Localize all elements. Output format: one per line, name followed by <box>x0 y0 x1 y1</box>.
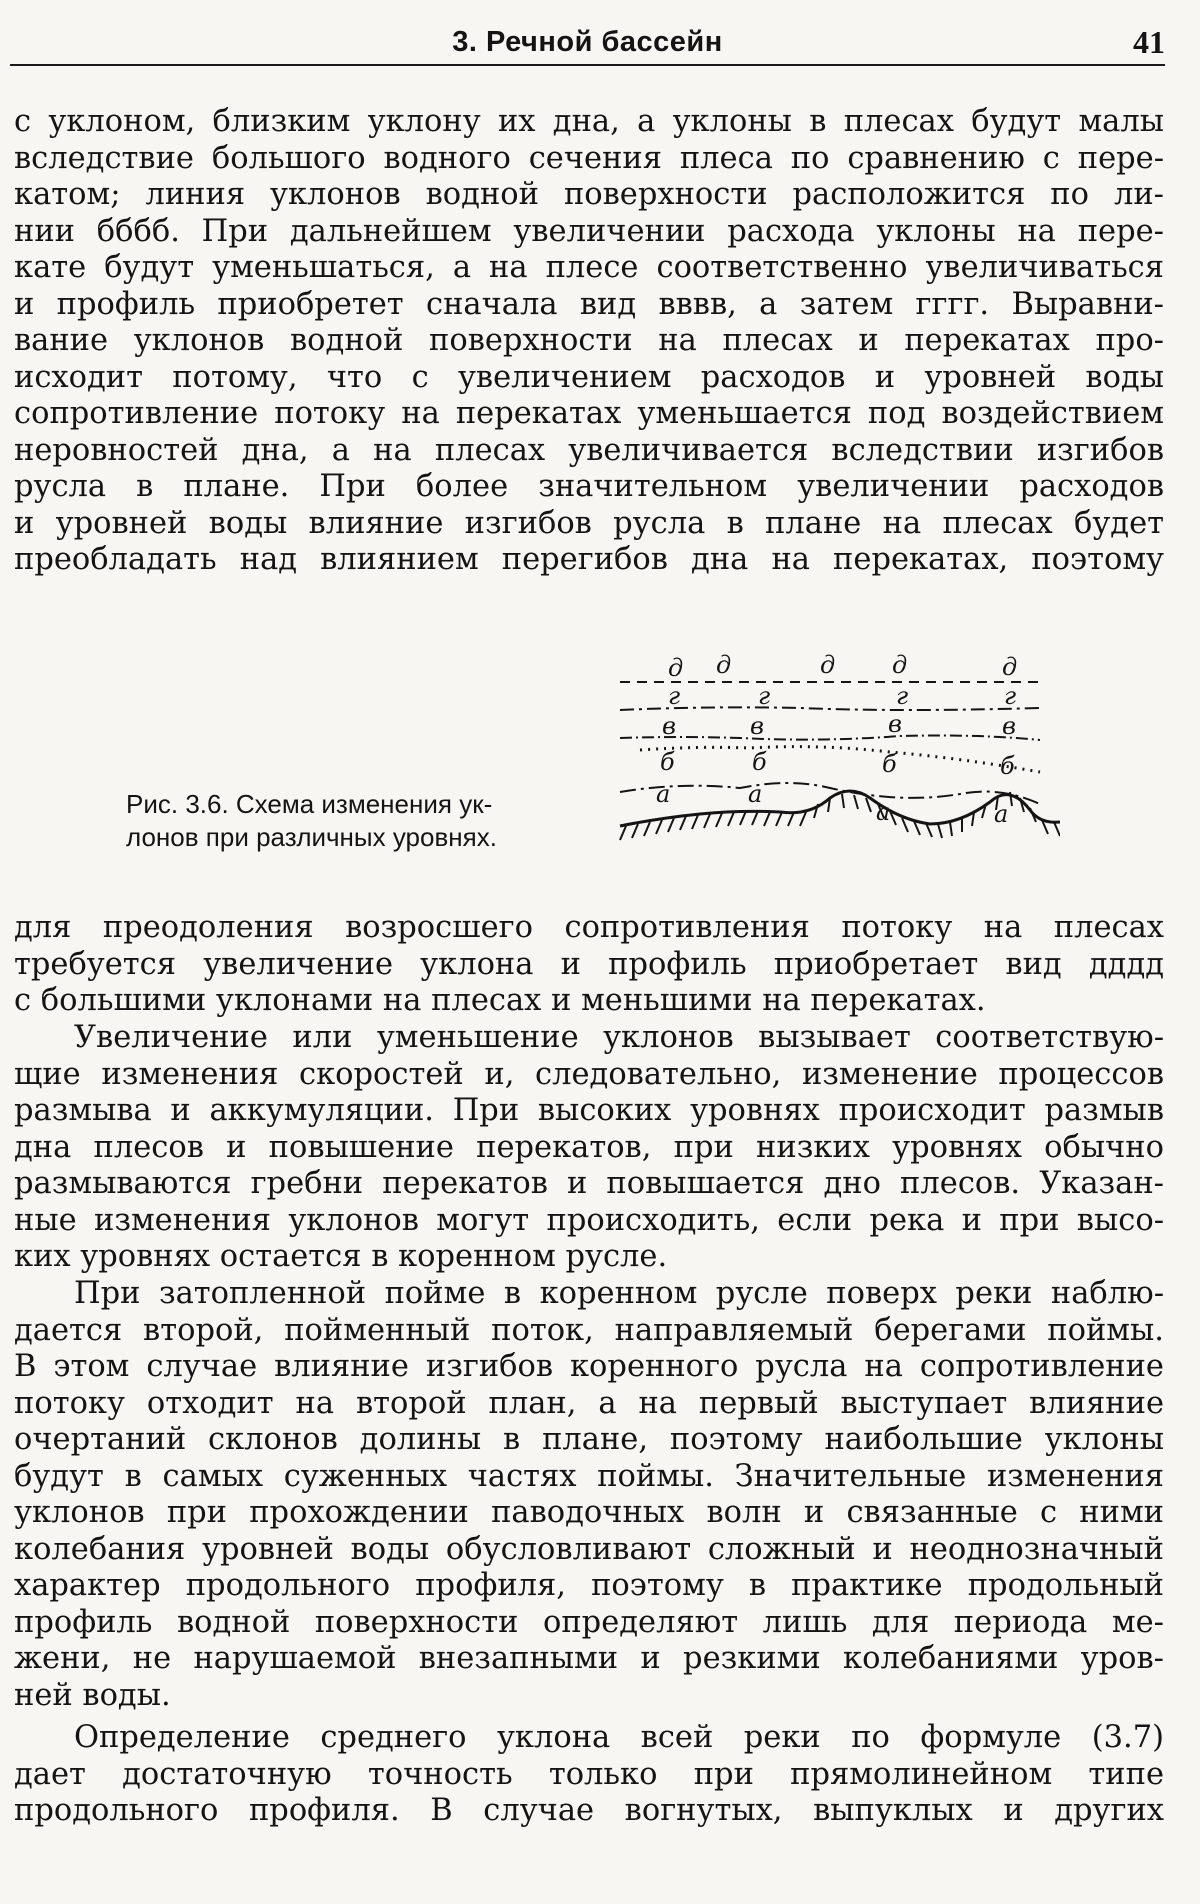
text-line: вследствие большого водного сечения плеса по сравнению с пере- <box>14 140 1164 176</box>
paragraph-5 <box>14 1720 1164 1830</box>
label-a: а <box>748 780 763 808</box>
label-a: а <box>876 798 891 826</box>
text-line: размываются гребни перекатов и повышается дно плесов. Указан- <box>14 1166 1164 1201</box>
label-v: в <box>1002 712 1016 740</box>
text-line: В этом случае влияние изгибов коренного русла на сопротивление <box>14 1349 1164 1384</box>
level-line-g <box>620 707 1040 710</box>
paragraph-3 <box>14 1020 1164 1276</box>
text-line: колебания уровней воды обусловливают сложный и неоднозначный <box>14 1531 1164 1567</box>
label-b: б <box>1000 752 1015 780</box>
text-line: нии бббб. При дальнейшем увеличении расхода уклоны на пере- <box>14 213 1164 249</box>
text-line: катом; линия уклонов водной поверхности расположится по ли- <box>14 177 1164 212</box>
chapter-title: 3. Речной бассейн <box>452 26 723 58</box>
text-line: продольного профиля. В случае вогнутых, выпуклых и других <box>14 1793 1164 1828</box>
label-v: в <box>888 710 902 738</box>
paragraph-2 <box>14 910 1164 1020</box>
text-line: очертаний склонов долины в плане, поэтому наибольшие уклоны <box>14 1422 1164 1457</box>
text-line: ные изменения уклонов могут происходить, если река и при высо- <box>14 1202 1164 1238</box>
text-line: и уровней воды влияние изгибов русла в плане на плесах будет <box>14 505 1164 541</box>
text-line: и профиль приобретет сначала вид вввв, а затем гггг. Выравни- <box>14 286 1164 322</box>
label-b: б <box>882 750 897 778</box>
text-line: уклонов при прохождении паводочных волн и связанные с ними <box>14 1495 1164 1530</box>
text-line: русла в плане. При более значительном увеличении расходов <box>14 469 1164 504</box>
figure-caption <box>126 788 596 854</box>
label-g: г <box>758 682 771 710</box>
text-line: профиль водной поверхности определяют лишь для периода ме- <box>14 1604 1164 1640</box>
label-d: д <box>820 651 836 679</box>
label-a: а <box>656 780 671 808</box>
text-line: для преодоления возросшего сопротивления потоку на плесах <box>14 910 1164 945</box>
text-line: При затопленной пойме в коренном русле поверх реки наблю- <box>74 1276 1164 1311</box>
text-line: Увеличение или уменьшение уклонов вызывает соответствую- <box>74 1020 1164 1055</box>
label-v: в <box>750 712 764 740</box>
text-line: с уклоном, близким уклону их дна, а уклоны в плесах будут малы <box>14 104 1164 139</box>
text-line: ких уровнях остается в коренном русле. <box>14 1239 668 1274</box>
running-header <box>10 20 1165 66</box>
text-line: с большими уклонами на плесах и меньшими на перекатах. <box>14 983 986 1018</box>
text-line: исходит потому, что с увеличением расходов и уровней воды <box>14 359 1164 395</box>
label-g: г <box>668 682 681 710</box>
text-line: кате будут уменьшаться, а на плесе соответственно увеличиваться <box>14 250 1164 285</box>
text-line: размыва и аккумуляции. При высоких уровнях происходит размыв <box>14 1093 1164 1128</box>
paragraph-4 <box>14 1276 1164 1714</box>
text-line: дна плесов и повышение перекатов, при низких уровнях обычно <box>14 1129 1164 1165</box>
label-g: г <box>1004 682 1017 710</box>
text-line: вание уклонов водной поверхности на плесах и перекатах про- <box>14 323 1164 358</box>
label-a: а <box>994 800 1009 828</box>
caption-line: лонов при различных уровнях. <box>126 822 497 852</box>
label-d: д <box>668 654 684 682</box>
level-line-v <box>620 736 1040 741</box>
label-b: б <box>752 748 767 776</box>
level-line-b <box>640 747 1040 772</box>
text-line: преобладать над влиянием перегибов дна на перекатах, поэтому <box>14 542 1164 577</box>
text-line: будут в самых суженных частях поймы. Значительные изменения <box>14 1458 1164 1494</box>
label-v: в <box>662 712 676 740</box>
text-line: дает достаточную точность только при прямолинейном типе <box>14 1756 1164 1792</box>
text-line: требуется увеличение уклона и профиль приобретает вид дддд <box>14 946 1164 982</box>
text-line: потоку отходит на второй план, а на первый выступает влияние <box>14 1385 1164 1421</box>
label-d: д <box>1002 653 1018 681</box>
text-line: щие изменения скоростей и, следовательно, изменение процессов <box>14 1056 1164 1092</box>
page-number: 41 <box>1133 24 1165 60</box>
text-line: характер продольного профиля, поэтому в практике продольный <box>14 1568 1164 1603</box>
label-g: г <box>896 682 909 710</box>
caption-line: Рис. 3.6. Схема изменения ук- <box>126 789 493 819</box>
label-d: д <box>892 651 908 679</box>
paragraph-1 <box>14 104 1164 579</box>
text-line: ней воды. <box>14 1677 171 1713</box>
text-line: Определение среднего уклона всей реки по формуле (3.7) <box>74 1720 1164 1755</box>
label-b: б <box>660 748 675 776</box>
profile-diagram <box>600 648 1060 874</box>
text-line: жени, не нарушаемой внезапными и резкими колебаниями уров- <box>14 1641 1164 1676</box>
text-line: неровностей дна, а на плесах увеличивается вследствии изгибов <box>14 432 1164 468</box>
label-d: д <box>716 651 732 679</box>
text-line: сопротивление потоку на перекатах уменьшается под воздействием <box>14 396 1164 431</box>
text-line: дается второй, пойменный поток, направляемый берегами поймы. <box>14 1312 1164 1348</box>
